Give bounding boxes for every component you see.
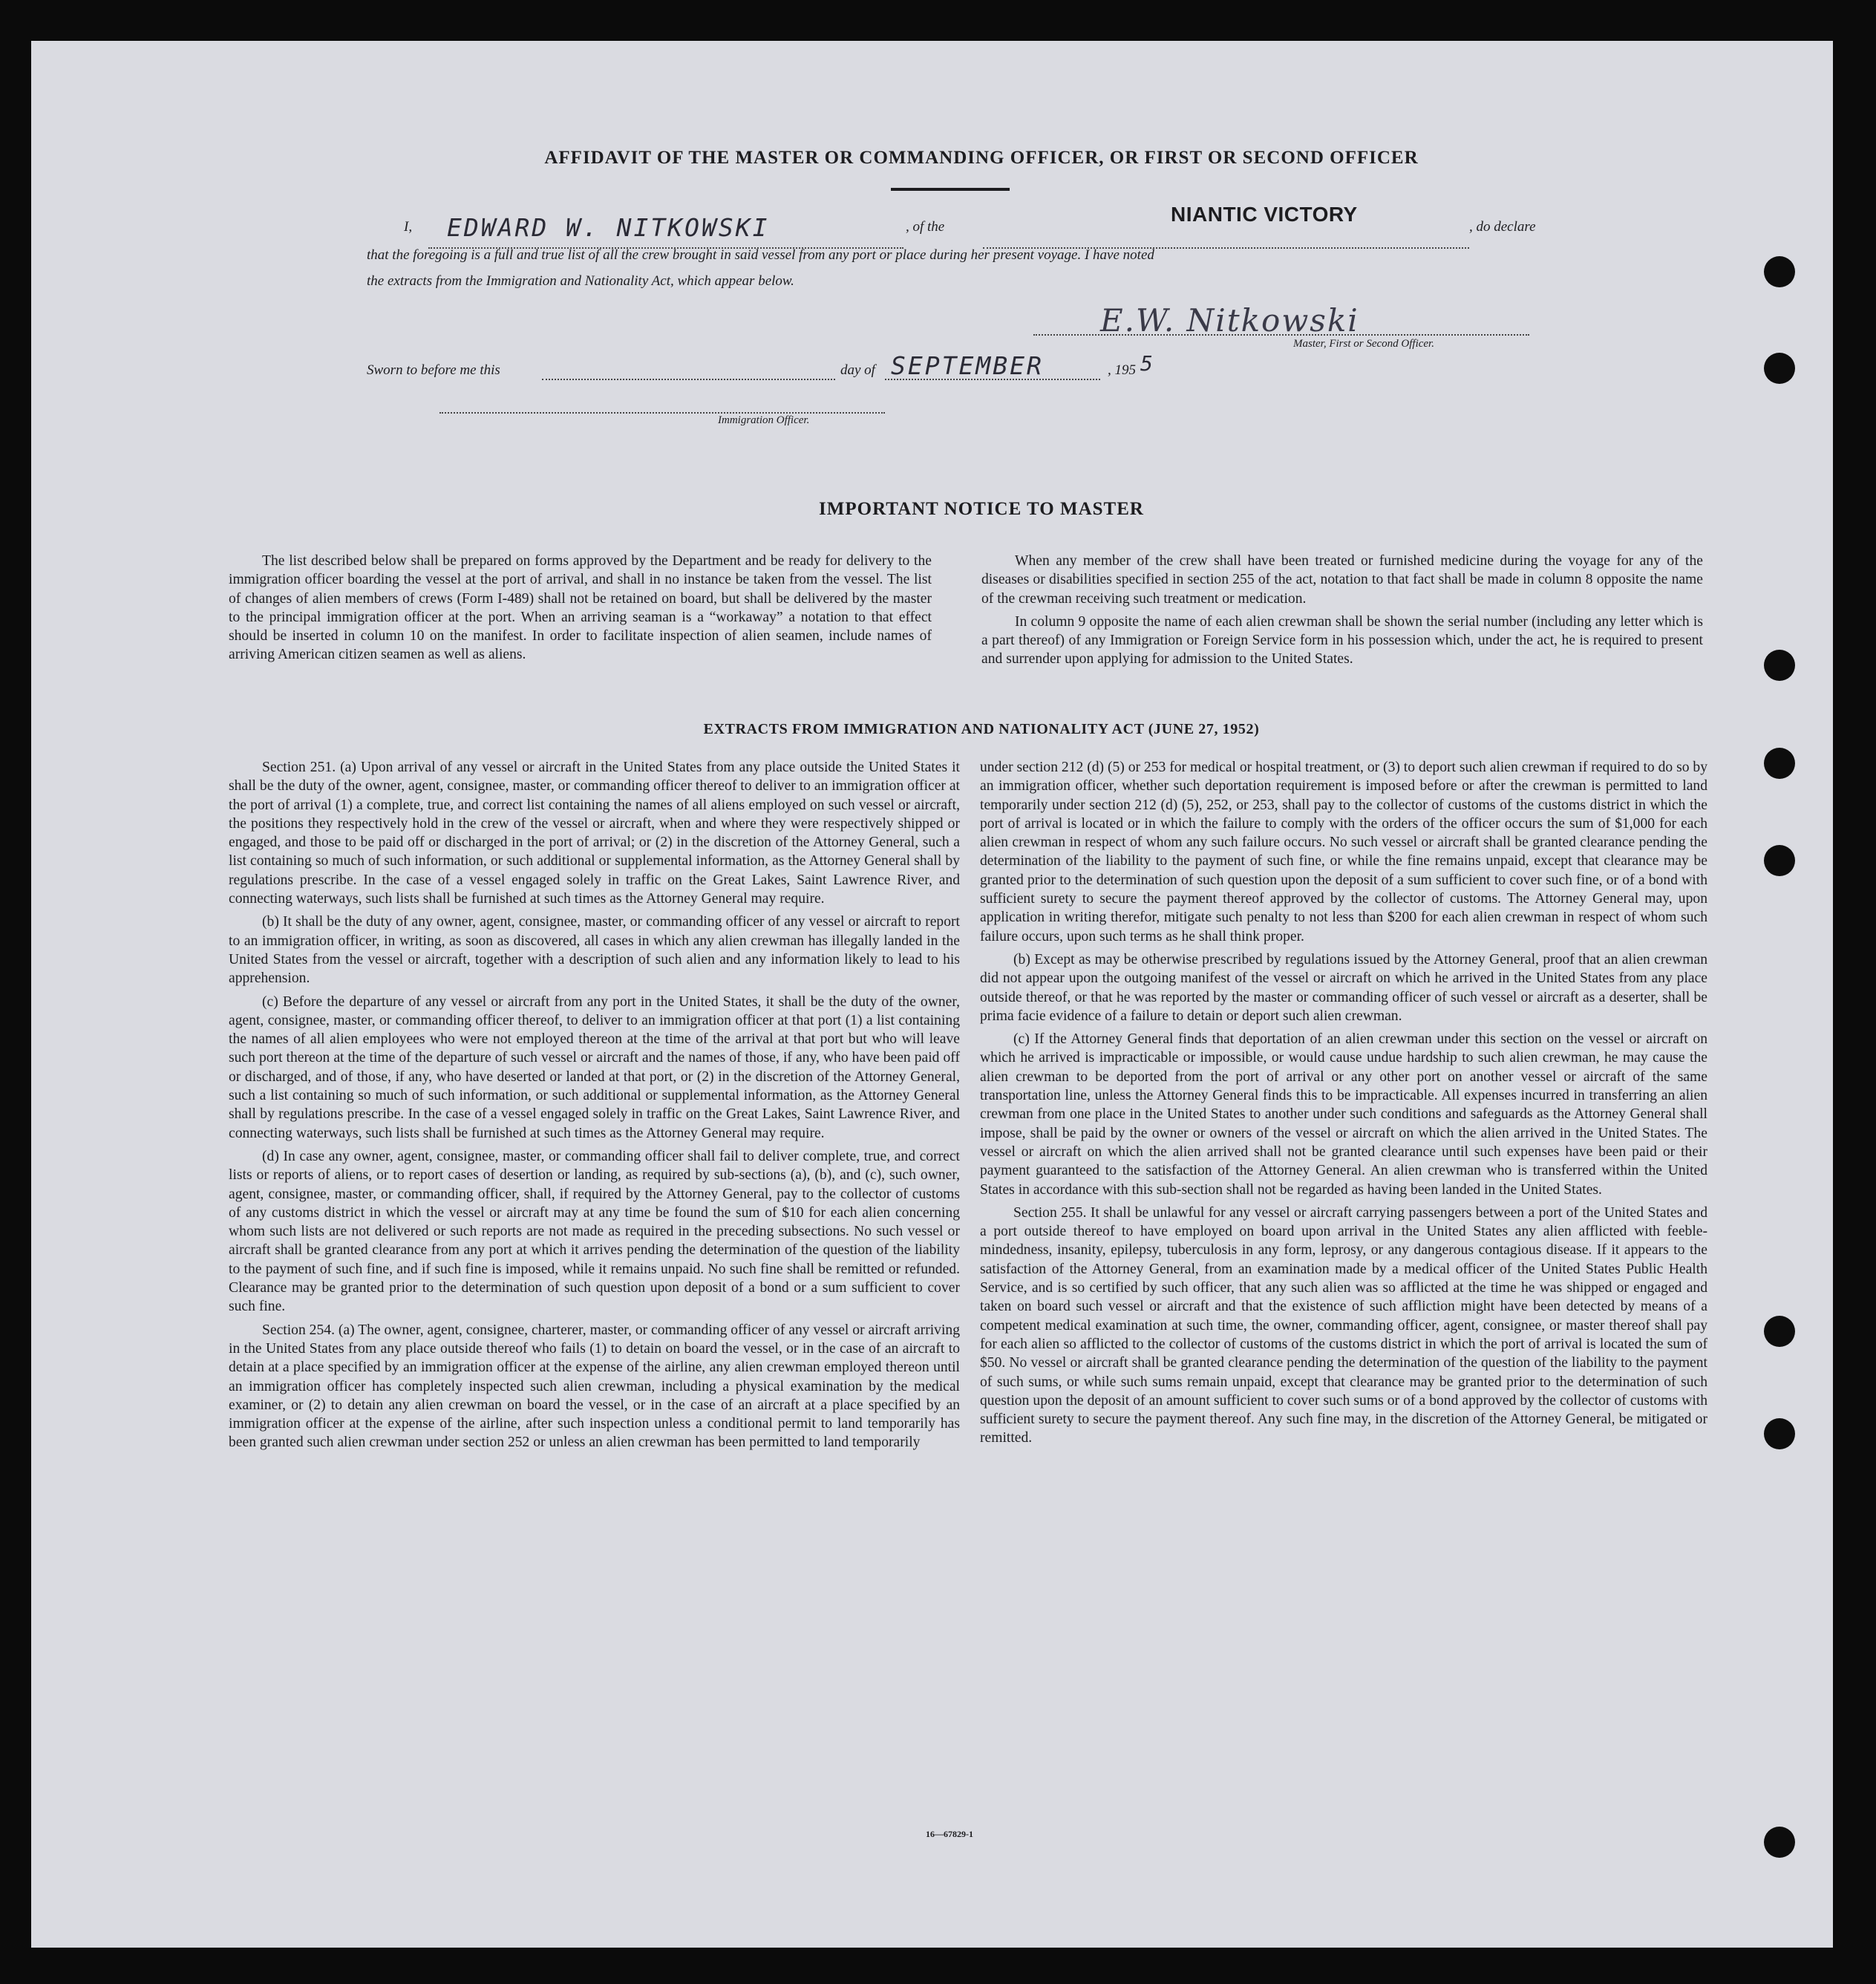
signature-caption: Master, First or Second Officer. — [1293, 338, 1434, 350]
extract-paragraph: (c) If the Attorney General finds that deportation of an alien crewman under this section on the vessel or aircraft on which he arrived is impracticable or impossible, or would cause undue hardship to such alien crewman, he may cause the alien crewman to be deported from the port of arrival or any other port on another vessel or aircraft of the same transportation line, unless the Attorney General finds this to be impracticable. All expenses incurred in transferring an alien crewman from one place in the United States to another under such conditions and safeguards as the Attorney General shall impose, shall be paid by the owner or owners of the vessel or aircraft on which the alien arrived in the United States. The vessel or aircraft on which the alien arrived shall not be granted clearance until such expenses have been paid or their payment guaranteed to the satisfaction of the Attorney General. An alien crewman who is transferred within the United States in accordance with this sub-section shall not be regarded as having been landed in the United States. — [980, 1031, 1707, 1198]
punch-hole — [1764, 1418, 1795, 1449]
extract-paragraph: Section 251. (a) Upon arrival of any vessel or aircraft in the United States from any place outside the United States it shall be the duty of the owner, agent, consignee, master, or commanding officer thereof to deliver to an immigration officer at the port of arrival (1) a complete, true, and correct list containing the names of all aliens employed on such vessel or aircraft, the positions they respectively hold in the crew of the vessel or aircraft, when and where they were respectively shipped or engaged, and those to be paid off or discharged in the port of arrival; or (2) in the discretion of the Attorney General, such a list containing so much of such information, or such additional or supplemental information, as the Attorney General shall by regulations prescribe. In the case of a vessel engaged solely in traffic on the Great Lakes, Saint Lawrence River, and connecting waterways, such lists shall be furnished at such times as the Attorney General may require. — [229, 760, 960, 907]
officer-caption: Immigration Officer. — [718, 414, 810, 426]
punch-hole — [1764, 650, 1795, 681]
year-prefix: , 195 — [1108, 362, 1136, 378]
vessel-name: NIANTIC VICTORY — [1171, 203, 1358, 226]
affidavit-title: AFFIDAVIT OF THE MASTER OR COMMANDING OFFICER, OR FIRST OR SECOND OFFICER — [544, 148, 1419, 168]
day-of-label: day of — [840, 362, 875, 378]
punch-hole — [1764, 845, 1795, 876]
extract-paragraph: under section 212 (d) (5) or 253 for medical or hospital treatment, or (3) to deport such alien crewman if required to do so by an immigration officer, whether such deportation requirement is imposed before or after the crewman is permitted to land temporarily under section 212 (d) (5), 252, or 253, shall pay to the collector of customs of the customs district in which the port of arrival is located or in which the failure to comply with the orders of the officer occurs the sum of $1,000 for each alien crewman in respect of whom any such failure occurs. No such vessel or aircraft shall be granted clearance pending the determination of the liability to the payment of such fine, or while the fine remains unpaid, except that clearance may be granted prior to the determination of such question upon the deposit of a sum sufficient to cover such fine, or of a bond with sufficient surety to secure the payment thereof approved by the collector of customs. The Attorney General may, upon application in writing therefor, mitigate such penalty to not less than $200 for each alien crewman in respect of whom such failure occurs, upon such terms as he shall think proper. — [980, 760, 1707, 944]
immigration-officer-line — [439, 412, 885, 414]
punch-hole — [1764, 1316, 1795, 1347]
sworn-label: Sworn to before me this — [367, 362, 500, 378]
notice-right-paragraph-1: When any member of the crew shall have been treated or furnished medicine during the voyage for any of the diseases or disabilities specified in section 255 of the act, notation to that fact shall be made in column 8 opposite the name of the crewman receiving such treatment or medication. — [981, 553, 1703, 607]
form-code: 16—67829-1 — [926, 1829, 973, 1839]
punch-hole — [1764, 1827, 1795, 1858]
of-the-label: , of the — [906, 219, 945, 235]
extracts-title: EXTRACTS FROM IMMIGRATION AND NATIONALITY ACT (JUNE 27, 1952) — [703, 721, 1260, 737]
statement-line-2: the extracts from the Immigration and Nationality Act, which appear below. — [367, 273, 794, 289]
extract-paragraph: Section 254. (a) The owner, agent, consignee, charterer, master, or commanding officer of any vessel or aircraft arriving in the United States from any place outside thereof who fails (1) to detain on board the vessel, or in the case of an aircraft to detain at a place specified by an immigration officer at the expense of the airline, any alien crewman employed thereon until an immigration officer has completely inspected such alien crewman, including a physical examination by the medical examiner, or (2) to detain any alien crewman on board the vessel, or in the case of an aircraft at a place specified by an immigration officer at the expense of the airline, after such inspection unless a conditional permit to land temporarily has been granted such alien crewman under section 252 or unless an alien crewman has been permitted to land temporarily — [229, 1322, 960, 1451]
notice-left-paragraph: The list described below shall be prepared on forms approved by the Department and be ready for delivery to the immigration officer boarding the vessel at the port of arrival, and shall in no instance be taken from the vessel. The list of changes of alien members of crews (Form I-489) shall not be retained on board, but shall be delivered by the master to the principal immigration officer at the port. When an arriving seaman is a “workaway” a notation to that effect should be inserted in column 10 on the manifest. In order to facilitate inspection of alien seamen, include names of arriving American citizen seamen as well as aliens. — [229, 553, 932, 663]
master-name: EDWARD W. NITKOWSKI — [447, 213, 770, 242]
extract-paragraph: (b) It shall be the duty of any owner, agent, consignee, master, or commanding officer of any vessel or aircraft to report to an immigration officer, in writing, as soon as discovered, all cases in which any alien crewman has illegally landed in the United States from the vessel or aircraft, together with a description of such alien and any information likely to lead to his apprehension. — [229, 914, 960, 987]
extracts-right-column — [980, 758, 1707, 1452]
month: SEPTEMBER — [891, 351, 1044, 380]
notice-left-column — [229, 552, 932, 669]
punch-hole — [1764, 256, 1795, 287]
do-declare-label: , do declare — [1469, 219, 1536, 235]
extract-paragraph: (b) Except as may be otherwise prescribed by regulations issued by the Attorney General, proof that an alien crewman did not appear upon the outgoing manifest of the vessel or aircraft on which he arrived in the United States from any place outside thereof, or that he was reported by the master or commanding officer of such vessel or aircraft as a deserter, shall be prima facie evidence of a failure to detain or deport such alien crewman. — [980, 951, 1707, 1024]
extract-paragraph: (c) Before the departure of any vessel or aircraft from any port in the United States, it shall be the duty of the owner, agent, consignee, master, or commanding officer thereof, to deliver to an immigration officer at that port (1) a list containing the names of all alien employees who were not employed thereon at the time of the arrival at that port but who will leave such port thereon at the time of the departure of such vessel or aircraft and the names of those, if any, who have been paid off or discharged, and of those, if any, who have deserted or landed at that port, or (2) in the discretion of the Attorney General, such a list containing so much of such information, or such additional or supplemental information, as the Attorney General shall by regulations prescribe. In the case of a vessel engaged solely in traffic on the Great Lakes, Saint Lawrence River, and connecting waterways, such lists shall be furnished at such times as the Attorney General may require. — [229, 993, 960, 1141]
title-rule — [891, 188, 1010, 191]
extract-paragraph: (d) In case any owner, agent, consignee, master, or commanding officer shall fail to deliver complete, true, and correct lists or reports of aliens, or to report cases of desertion or landing, as required by sub-sections (a), (b), and (c), such owner, agent, consignee, master, or commanding officer, shall, if required by the Attorney General, pay to the collector of customs of any customs district in which the vessel or aircraft may at any time be found the sum of $10 for each alien concerning whom such lists are not delivered or such reports are not made as required in the preceding subsections. No such vessel or aircraft shall be granted clearance from any port at which it arrives pending the determination of the question of the liability to the payment of such fine, and if such fine is imposed, while it remains unpaid. No such fine shall be remitted or refunded. Clearance may be granted prior to the determination of such question upon deposit of a bond or a sum sufficient to cover such fine. — [229, 1148, 960, 1315]
year-suffix: 5 — [1140, 351, 1155, 376]
statement-line-1: that the foregoing is a full and true list of all the crew brought in said vessel from any port or place during her present voyage. I have noted — [367, 247, 1154, 263]
punch-hole — [1764, 353, 1795, 384]
master-signature: E.W. Nitkowski — [1100, 302, 1359, 339]
sworn-day-line — [542, 379, 835, 380]
notice-right-column — [981, 552, 1703, 673]
notice-title: IMPORTANT NOTICE TO MASTER — [819, 499, 1144, 519]
extract-paragraph: Section 255. It shall be unlawful for any vessel or aircraft carrying passengers between a port of the United States and a port outside thereof to have employed on board upon arrival in the United States any alien afflicted with feeble-mindedness, insanity, epilepsy, tuberculosis in any form, leprosy, or any dangerous contagious disease. If it appears to the satisfaction of the Attorney General, from an examination made by a medical officer of the United States Public Health Service, and is so certified by such officer, that any such alien was so afflicted at the time he was shipped or engaged and taken on board such vessel or aircraft and that the existence of such affliction might have been detected by means of a competent medical examination at such time, the owner, commanding officer, agent, consignee, or master thereof shall pay for each alien so afflicted to the collector of customs of the customs district in which the port of arrival is located the sum of $50. No vessel or aircraft shall be granted clearance pending the determination of the question of the liability to the payment of such sums, or while such sums remain unpaid, except that clearance may be granted prior to the determination of such question upon the deposit of an amount sufficient to cover such sums or of a bond approved by the collector of customs with sufficient surety to secure the payment thereof. Any such fine may, in the discretion of the Attorney General, be mitigated or remitted. — [980, 1204, 1707, 1446]
extracts-left-column — [229, 758, 960, 1457]
punch-hole — [1764, 748, 1795, 779]
signature-line — [1033, 334, 1529, 336]
notice-right-paragraph-2: In column 9 opposite the name of each alien crewman shall be shown the serial number (including any letter which is a part thereof) of any Immigration or Foreign Service form in his possession which, under the act, he is required to present and surrender upon applying for admission to the United States. — [981, 613, 1703, 668]
i-label: I, — [404, 219, 413, 235]
document-sheet — [31, 41, 1833, 1948]
